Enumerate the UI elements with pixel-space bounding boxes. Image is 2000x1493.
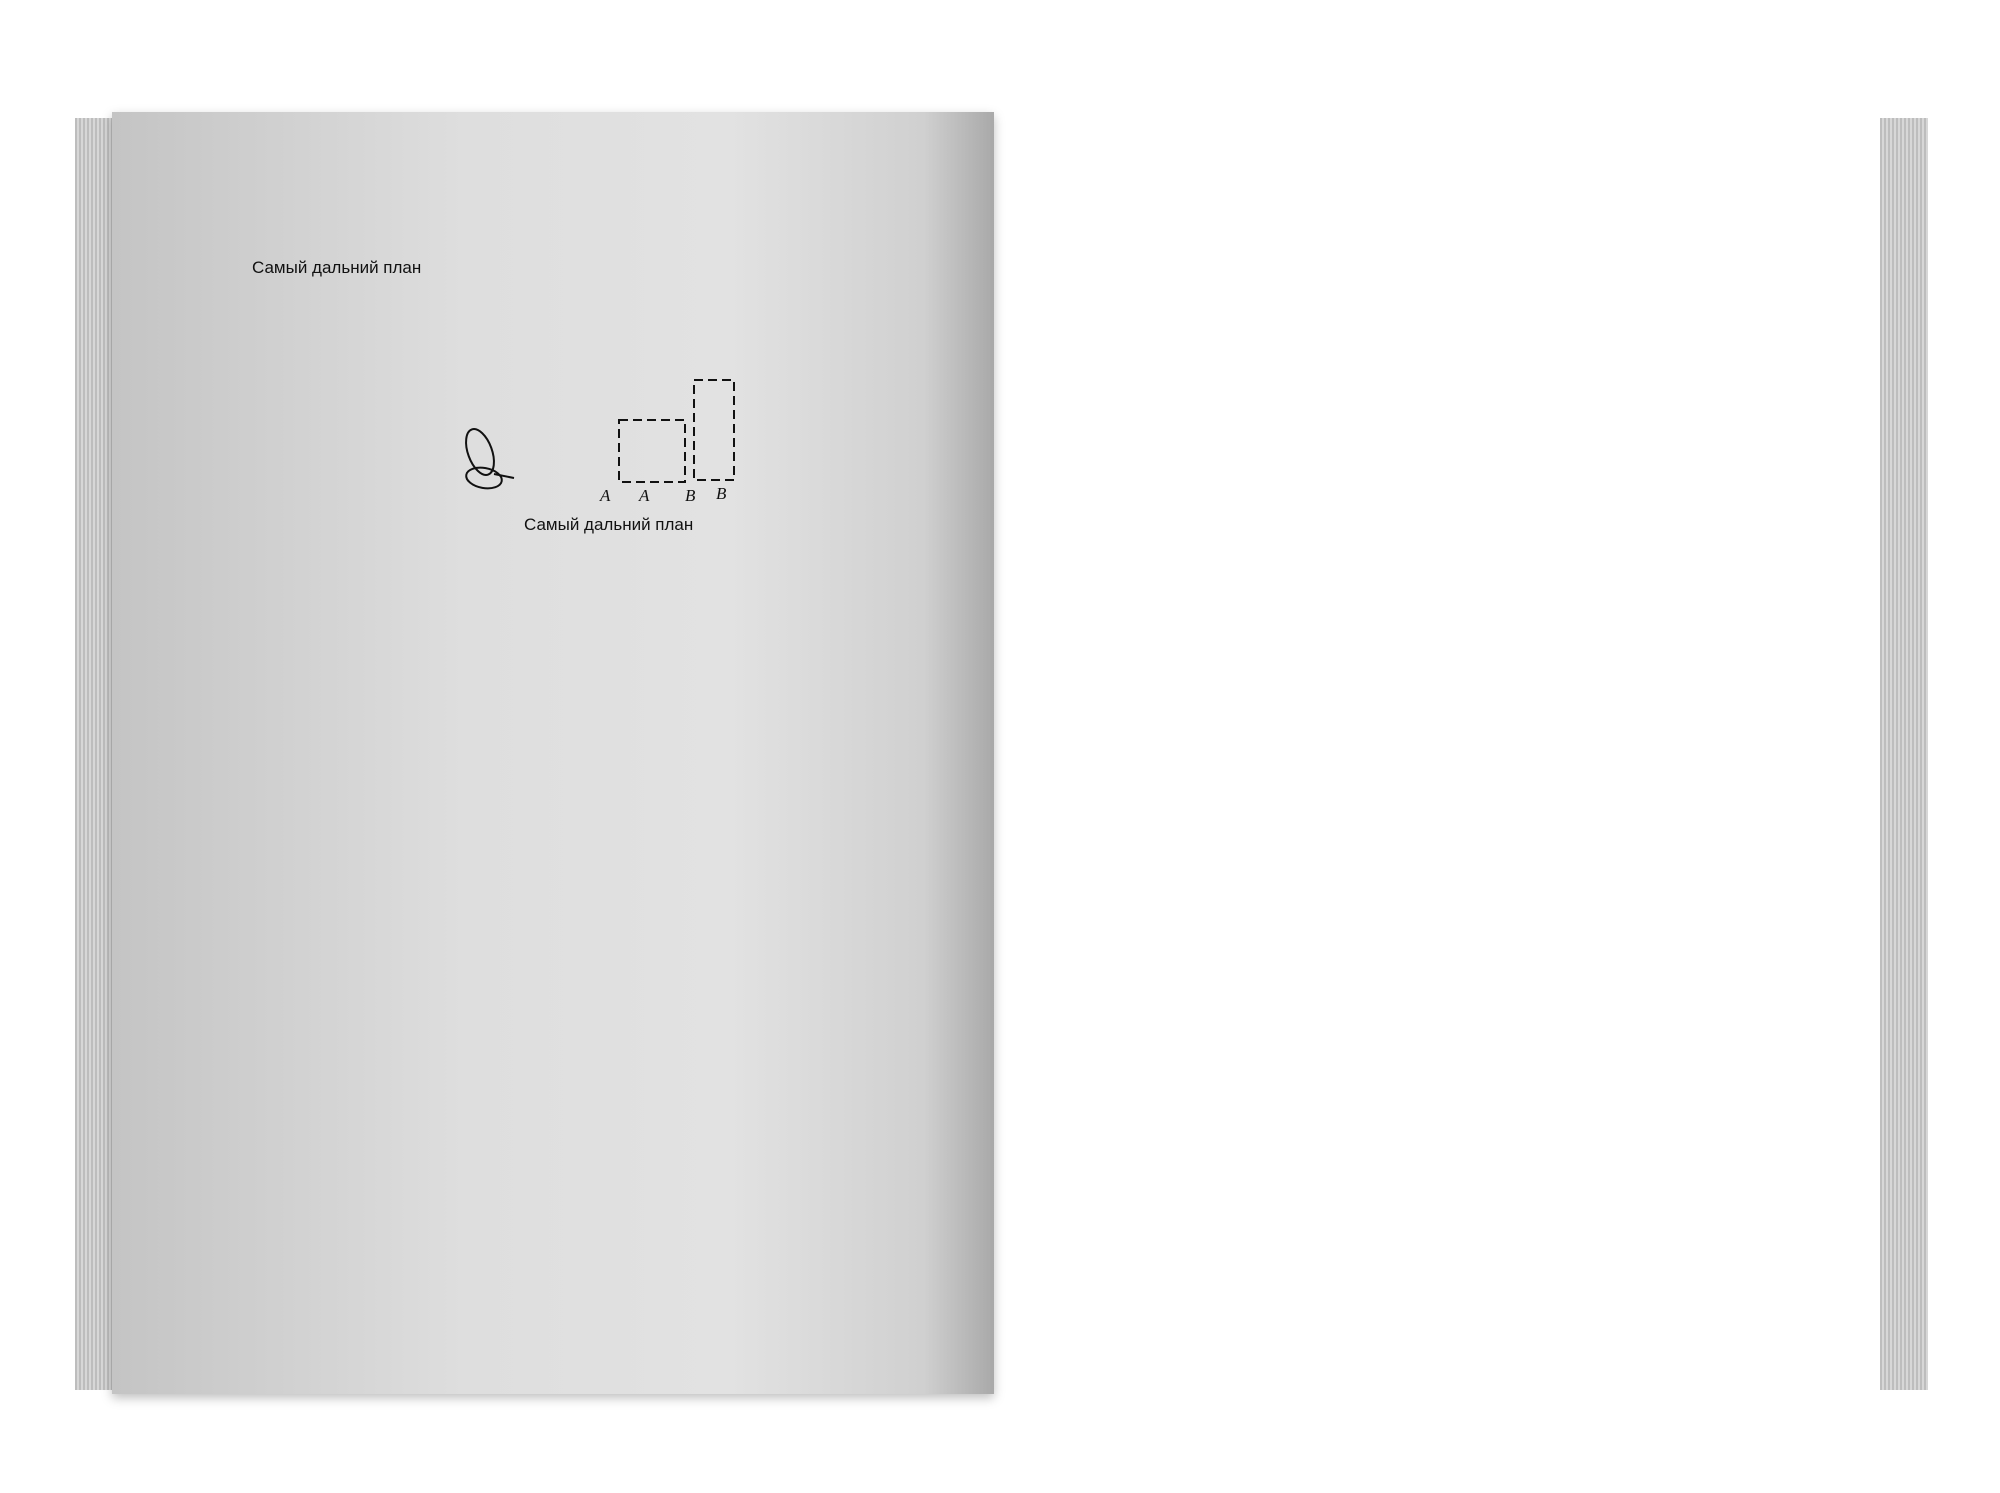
insect-icon xyxy=(461,425,514,491)
diagram-mark-a: A xyxy=(639,486,650,505)
diagram-label-bottom: Самый дальний план xyxy=(524,515,694,534)
left-page xyxy=(112,112,994,1394)
diagram-mark-a1: A xyxy=(600,486,611,505)
diagram-label-top: Самый дальний план xyxy=(252,258,422,277)
insect-vision-diagram xyxy=(112,112,994,572)
diagram-mark-b: B xyxy=(716,484,727,503)
right-page-edges xyxy=(1880,118,1928,1390)
diagram-mark-b1: B xyxy=(685,486,696,505)
